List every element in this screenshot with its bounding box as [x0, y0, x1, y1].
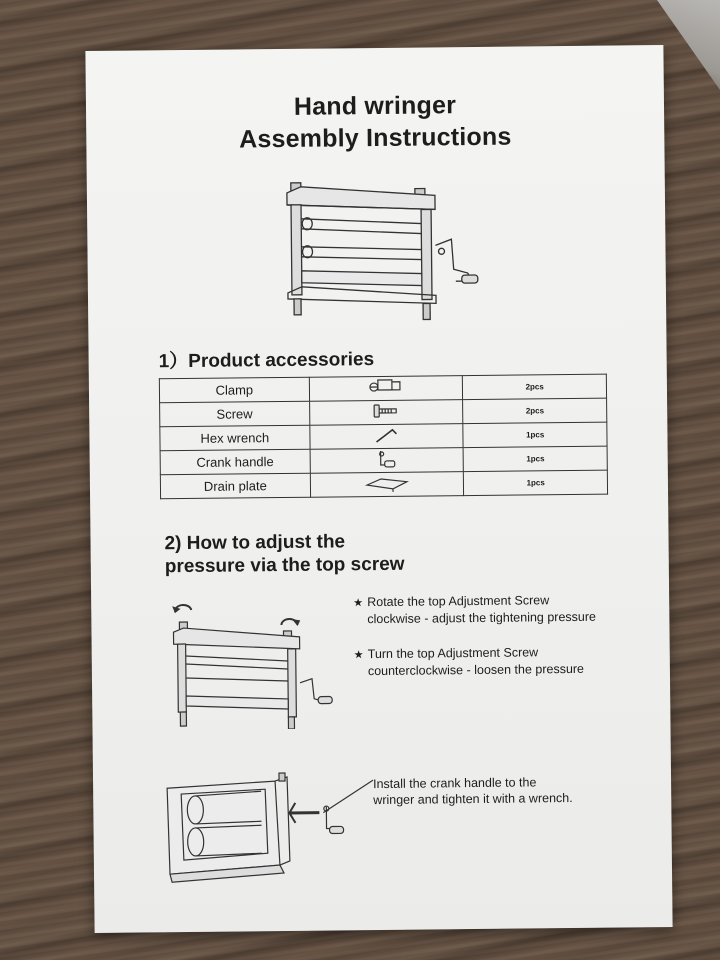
- accessory-qty: 2pcs: [463, 398, 607, 424]
- star-icon: ★: [353, 649, 364, 662]
- accessory-qty: 2pcs: [463, 374, 607, 400]
- section2-heading: [164, 530, 404, 579]
- accessory-qty: 1pcs: [464, 470, 608, 496]
- section2-heading-line1: 2) How to adjust the: [164, 531, 346, 555]
- table-row: [160, 470, 607, 499]
- star-icon: ★: [353, 597, 364, 610]
- accessory-qty: 1pcs: [464, 446, 608, 472]
- bullet2-line2: counterclockwise - loosen the pressure: [367, 661, 585, 679]
- accessory-name: Hex wrench: [160, 425, 310, 451]
- accessories-table: [159, 374, 608, 500]
- bullet1-line1: Rotate the top Adjustment Screw: [367, 593, 550, 610]
- note-line2: wringer and tighten it with a wrench.: [373, 790, 573, 808]
- accessory-name: Crank handle: [160, 449, 310, 475]
- crank-install-note: [373, 774, 573, 808]
- accessory-name: Drain plate: [160, 473, 310, 499]
- bullet1-line2: clockwise - adjust the tightening pressure: [367, 609, 597, 627]
- crank-install-illustration: [161, 768, 392, 890]
- wringer-illustration: [285, 173, 487, 325]
- document-title: Hand wringer: [293, 91, 457, 121]
- crank-handle-icon: [310, 448, 464, 474]
- accessory-name: Clamp: [159, 377, 309, 403]
- section1-heading: 1）Product accessories: [158, 349, 375, 373]
- screw-icon: [309, 400, 463, 426]
- note-line1: Install the crank handle to the: [373, 775, 537, 792]
- document-subtitle: Assembly Instructions: [239, 122, 512, 154]
- bullet2-line1: Turn the top Adjustment Screw: [367, 645, 539, 662]
- bullet-clockwise: [353, 592, 596, 628]
- hex-wrench-icon: [310, 424, 464, 450]
- clamp-icon: [309, 376, 463, 402]
- accessory-name: Screw: [160, 401, 310, 427]
- adjust-screw-illustration: [163, 598, 344, 730]
- accessory-qty: 1pcs: [463, 422, 607, 448]
- drain-plate-icon: [310, 472, 464, 498]
- bullet-counterclockwise: [354, 644, 584, 679]
- instruction-sheet: [85, 45, 672, 933]
- section2-heading-line2: pressure via the top screw: [164, 553, 405, 578]
